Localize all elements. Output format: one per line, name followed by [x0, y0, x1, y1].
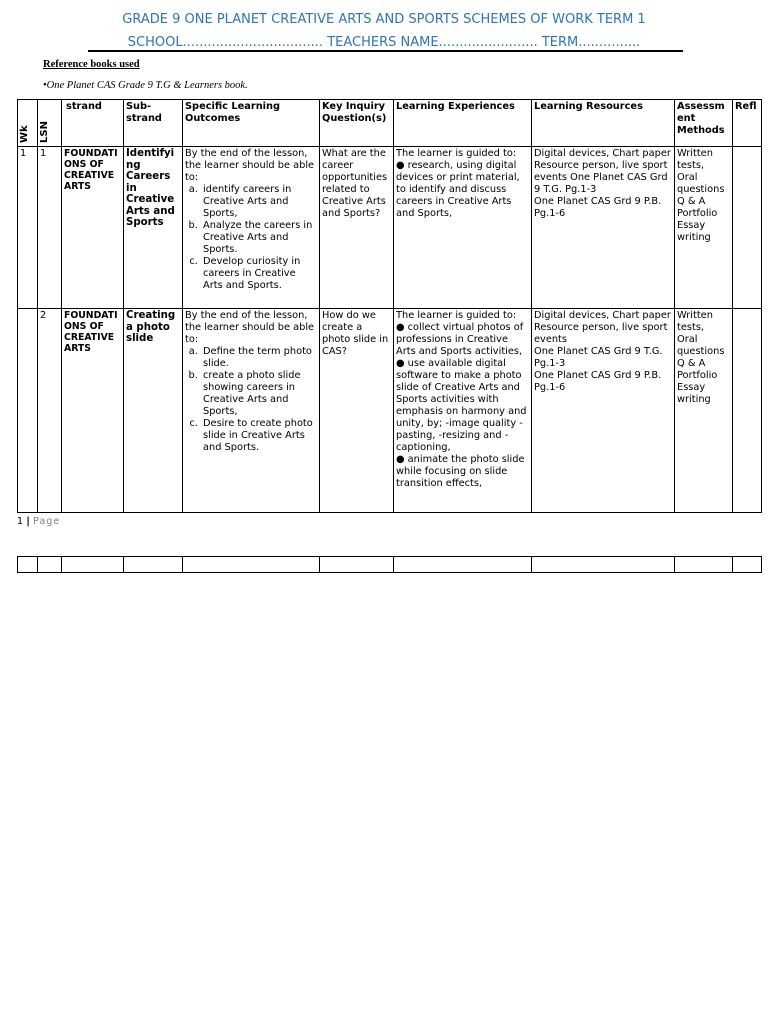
- cell-experiences: [394, 309, 532, 513]
- cell-inquiry: What are the career opportunities related to Creative Arts and Sports?: [320, 147, 394, 309]
- empty-cell: [124, 557, 183, 573]
- table-row: [18, 147, 762, 309]
- outcomes-list: [185, 346, 317, 454]
- cell-assessment: [675, 309, 733, 513]
- page-separator: |: [23, 516, 34, 527]
- col-header-sub-strand: [124, 100, 183, 147]
- empty-cell: [18, 557, 38, 573]
- list-item: tests,: [677, 322, 705, 333]
- list-item: One Planet CAS Grd 9 P.B. Pg.1-6: [534, 370, 662, 393]
- reference-heading: Reference books used: [43, 59, 140, 70]
- list-item: c. Desire to create photo slide in Creative Arts and Sports.: [201, 418, 317, 454]
- empty-cell: [675, 557, 733, 573]
- col-header-outcomes-label: Specific Learning Outcomes: [185, 101, 281, 124]
- empty-cell: [532, 557, 675, 573]
- list-item: ● use available digital software to make a photo slide of Creative Arts and Sports activities with emphasis on harmony and unity, by; -image quality -pasting, -resizing and - captioning,: [396, 358, 527, 453]
- empty-cell: [183, 557, 320, 573]
- col-header-resources: [532, 100, 675, 147]
- col-header-resources-label: Learning Resources: [534, 101, 643, 112]
- col-header-wk: [18, 100, 38, 147]
- col-header-experiences: [394, 100, 532, 147]
- list-item: Digital devices, Chart paper: [534, 148, 671, 159]
- list-item: c. Develop curiosity in careers in Creative Arts and Sports.: [201, 256, 317, 292]
- col-header-assessment-label: Assessment Methods: [677, 101, 725, 136]
- list-item: Resource person, live sport events: [534, 322, 668, 345]
- page-footer: [17, 516, 60, 527]
- empty-cell: [38, 557, 62, 573]
- list-item: b. Analyze the careers in Creative Arts and Sports.: [201, 220, 317, 256]
- list-item: b. create a photo slide showing careers in Creative Arts and Sports,: [201, 370, 317, 418]
- cell-wk: 1: [18, 147, 38, 309]
- next-page-table-header: [17, 556, 762, 573]
- outcomes-intro: By the end of the lesson, the learner should be able to:: [185, 310, 315, 345]
- table-header-row: [18, 100, 762, 147]
- list-item: Resource person, live sport events One Planet CAS Grd 9 T.G. Pg.1-3: [534, 160, 668, 195]
- cell-resources: [532, 147, 675, 309]
- cell-strand: FOUNDATIONS OF CREATIVE ARTS: [62, 147, 124, 309]
- empty-cell: [733, 557, 762, 573]
- cell-experiences: [394, 147, 532, 309]
- empty-cell: [320, 557, 394, 573]
- cell-sub-strand: Creating a photo slide: [124, 309, 183, 513]
- cell-assessment: [675, 147, 733, 309]
- document-subtitle: SCHOOL.................................. TEACHERS NAME........................ TERM...............: [127, 35, 641, 50]
- cell-lsn: 1: [38, 147, 62, 309]
- empty-cell: [394, 557, 532, 573]
- scheme-of-work-table: [17, 99, 762, 513]
- cell-strand: FOUNDATIONS OF CREATIVE ARTS: [62, 309, 124, 513]
- list-item: ● animate the photo slide while focusing on slide transition effects,: [396, 454, 525, 489]
- list-item: Oral questions Q & A: [677, 172, 725, 207]
- col-header-lsn-label: LSN: [39, 121, 50, 143]
- empty-table-row: [18, 557, 762, 573]
- table-row: [18, 309, 762, 513]
- empty-cell: [62, 557, 124, 573]
- list-item: Q & A: [677, 358, 706, 369]
- list-item: Written: [677, 310, 713, 321]
- col-header-sub-strand-label: Sub-strand: [126, 101, 162, 124]
- cell-outcomes: [183, 309, 320, 513]
- col-header-assessment: [675, 100, 733, 147]
- col-header-outcomes: [183, 100, 320, 147]
- page-number: 1: [17, 516, 24, 527]
- cell-reflection: [733, 309, 762, 513]
- list-item: a. identify careers in Creative Arts and Sports,: [201, 184, 317, 220]
- cell-wk: [18, 309, 38, 513]
- list-item: Essay writing: [677, 220, 711, 243]
- list-item: Oral questions: [677, 334, 725, 357]
- list-item: ● research, using digital devices or print material, to identify and discuss careers in Creative Arts and Sports,: [396, 160, 520, 219]
- reference-item: •One Planet CAS Grade 9 T.G & Learners book.: [43, 80, 248, 91]
- list-item: Portfolio: [677, 370, 718, 381]
- col-header-reflection-label: Refl: [735, 101, 757, 112]
- list-item: Written tests,: [677, 148, 713, 171]
- list-item: The learner is guided to:: [396, 310, 517, 321]
- col-header-strand: [62, 100, 124, 147]
- cell-sub-strand: Identifying Careers in Creative Arts and Sports: [124, 147, 183, 309]
- title-underline: [88, 50, 683, 52]
- document-title: GRADE 9 ONE PLANET CREATIVE ARTS AND SPORTS SCHEMES OF WORK TERM 1: [122, 12, 646, 27]
- list-item: Digital devices, Chart paper: [534, 310, 671, 321]
- list-item: Portfolio: [677, 208, 718, 219]
- col-header-experiences-label: Learning Experiences: [396, 101, 515, 112]
- cell-inquiry: How do we create a photo slide in CAS?: [320, 309, 394, 513]
- col-header-wk-label: Wk: [19, 125, 30, 143]
- outcomes-list: [185, 184, 317, 292]
- col-header-inquiry: [320, 100, 394, 147]
- cell-resources: [532, 309, 675, 513]
- page-label: Page: [33, 516, 61, 527]
- list-item: Essay writing: [677, 382, 711, 405]
- col-header-reflection: [733, 100, 762, 147]
- outcomes-intro: By the end of the lesson, the learner should be able to:: [185, 148, 315, 183]
- cell-reflection: [733, 147, 762, 309]
- list-item: ● collect virtual photos of professions in Creative Arts and Sports activities,: [396, 322, 524, 357]
- col-header-strand-label: strand: [66, 101, 102, 112]
- col-header-lsn: [38, 100, 62, 147]
- cell-lsn: 2: [38, 309, 62, 513]
- list-item: The learner is guided to:: [396, 148, 517, 159]
- cell-outcomes: [183, 147, 320, 309]
- list-item: a. Define the term photo slide.: [201, 346, 317, 370]
- list-item: One Planet CAS Grd 9 P.B. Pg.1-6: [534, 196, 662, 219]
- col-header-inquiry-label: Key Inquiry Question(s): [322, 101, 387, 124]
- list-item: One Planet CAS Grd 9 T.G. Pg.1-3: [534, 346, 663, 369]
